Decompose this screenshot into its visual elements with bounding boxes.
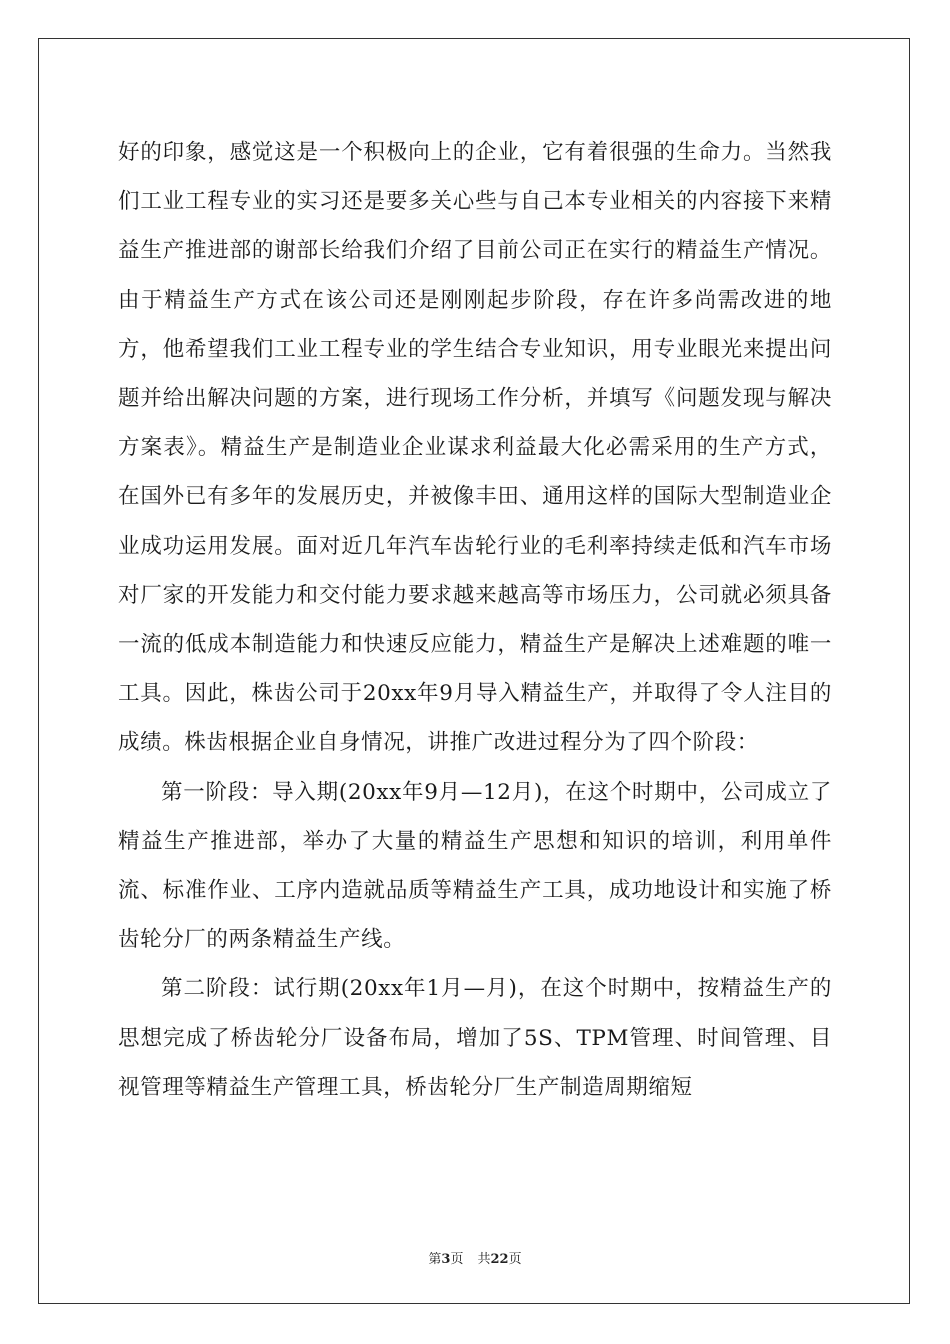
page-footer [0,1248,950,1267]
total-pages-number: 22 [490,1252,509,1267]
paragraph-stage-two: 第二阶段：试行期(20xx年1月—月)，在这个时期中，按精益生产的思想完成了桥齿轮分厂设备布局，增加了5S、TPM管理、时间管理、目视管理等精益生产管理工具，桥齿轮分厂生产制造周期缩短 [118,976,832,1100]
page-label-prefix: 第 [428,1252,442,1267]
document-body [118,128,832,1112]
paragraph-stage-one: 第一阶段：导入期(20xx年9月—12月)，在这个时期中，公司成立了精益生产推进部，举办了大量的精益生产思想和知识的培训，利用单件流、标准作业、工序内造就品质等精益生产工具，成功地设计和实施了桥齿轮分厂的两条精益生产线。 [118,779,832,953]
page-label-suffix: 页 [450,1252,464,1267]
current-page-number: 3 [441,1252,451,1267]
paragraph-intro: 好的印象，感觉这是一个积极向上的企业，它有着很强的生命力。当然我们工业工程专业的实习还是要多关心些与自己本专业相关的内容接下来精益生产推进部的谢部长给我们介绍了目前公司正在实行的精益生产情况。由于精益生产方式在该公司还是刚刚起步阶段，存在许多尚需改进的地方，他希望我们工业工程专业的学生结合专业知识，用专业眼光来提出问题并给出解决问题的方案，进行现场工作分析，并填写《问题发现与解决方案表》。精益生产是制造业企业谋求利益最大化必需采用的生产方式，在国外已有多年的发展历史，并被像丰田、通用这样的国际大型制造业企业成功运用发展。面对近几年汽车齿轮行业的毛利率持续走低和汽车市场对厂家的开发能力和交付能力要求越来越高等市场压力，公司就必须具备一流的低成本制造能力和快速反应能力，精益生产是解决上述难题的唯一工具。因此，株齿公司于20xx年9月导入精益生产，并取得了令人注目的成绩。株齿根据企业自身情况，讲推广改进过程分为了四个阶段： [118,140,832,756]
total-label-prefix: 共 [477,1252,491,1267]
total-label-suffix: 页 [508,1252,522,1267]
